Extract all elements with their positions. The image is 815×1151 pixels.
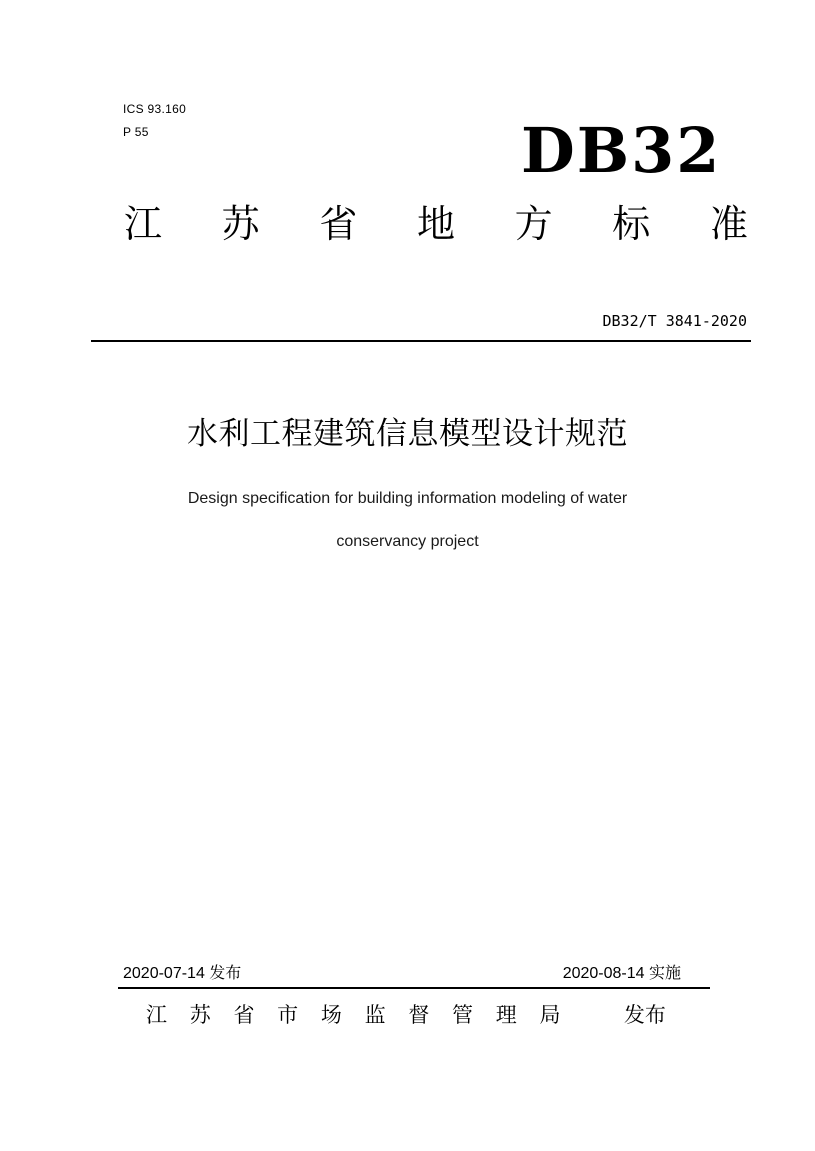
ics-code: ICS 93.160 [123,102,187,116]
release-date: 2020-07-14 发布 [123,965,242,982]
publisher-action: 发布 [623,1003,666,1027]
ccs-code: P 55 [123,125,149,139]
authority-char: 方 [514,202,553,246]
publisher-spacer [583,1001,601,1029]
document-title-chinese: 水利工程建筑信息模型设计规范 [187,416,628,452]
authority-name [124,202,748,246]
publisher-char: 市 [277,1003,299,1027]
document-title-english-line1: Design specification for building information modeling of water [187,490,628,507]
publisher-line [146,1001,666,1029]
authority-char: 苏 [221,202,260,246]
publisher-char: 省 [233,1003,255,1027]
publisher-char: 理 [495,1003,517,1027]
document-title-english-line2: conservancy project [336,533,479,550]
publisher-char: 江 [146,1003,167,1027]
publisher-char: 苏 [189,1003,211,1027]
publisher-char: 督 [408,1003,430,1027]
standard-number: DB32/T 3841-2020 [602,312,747,330]
authority-char: 江 [124,202,163,246]
authority-char: 省 [319,202,358,246]
authority-char: 准 [709,202,748,246]
publisher-char: 局 [539,1003,561,1027]
publisher-char: 监 [364,1003,386,1027]
implementation-date: 2020-08-14 实施 [562,965,681,982]
publisher-char: 管 [452,1003,474,1027]
db32-logo: DB32 [521,114,722,187]
authority-char: 地 [416,202,455,246]
header-divider [91,340,751,342]
publisher-char: 场 [320,1003,342,1027]
footer-divider [118,987,710,989]
authority-char: 标 [612,202,651,246]
